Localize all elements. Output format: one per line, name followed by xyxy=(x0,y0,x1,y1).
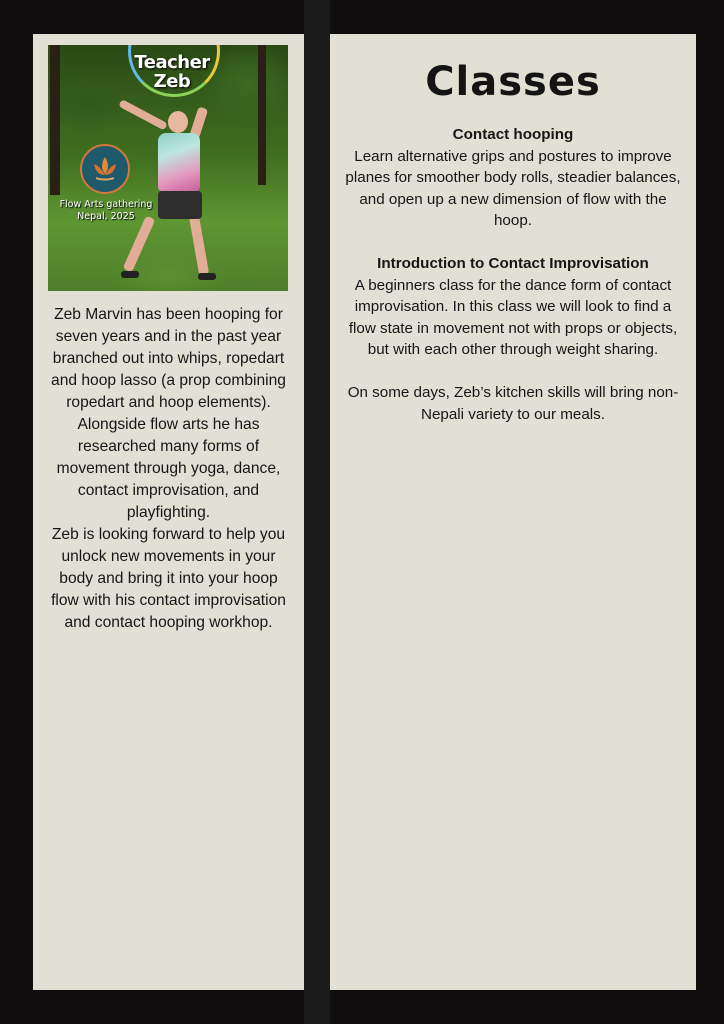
photo-caption xyxy=(52,199,160,223)
classes-list xyxy=(344,124,682,447)
bio-paragraph: Zeb Marvin has been hooping for seven years and in the past year branched out into whips, ropedart and hoop lasso (a prop combining ropedart and hoop elements). Alongside flow arts he has researched many forms of movement through yoga, dance, contact improvisation, and playfighting. xyxy=(51,306,286,521)
photo-caption-line: Flow Arts gathering xyxy=(59,199,153,210)
photo-title-line: Teacher xyxy=(134,52,210,73)
person-figure xyxy=(158,133,200,191)
class-title: Contact hooping xyxy=(452,126,574,143)
teacher-bio xyxy=(49,304,288,634)
person-figure xyxy=(158,191,202,219)
bio-paragraph: Zeb is looking forward to help you unlock new movements in your body and bring it into your hoop flow with his contact improvisation and contact hooping workhop. xyxy=(51,526,286,631)
person-figure xyxy=(118,99,168,130)
class-item xyxy=(344,124,682,232)
photo-title xyxy=(118,53,226,91)
class-title: Introduction to Contact Improvisation xyxy=(377,255,649,272)
person-figure xyxy=(168,111,188,133)
person-figure xyxy=(123,215,156,272)
classes-panel xyxy=(330,34,696,990)
person-figure xyxy=(189,215,209,276)
photo-title-line: Zeb xyxy=(153,71,191,92)
tree-trunk xyxy=(50,45,60,195)
class-item xyxy=(344,253,682,361)
center-gutter xyxy=(304,0,330,1024)
tree-trunk xyxy=(258,45,266,185)
teacher-photo xyxy=(48,45,288,291)
lotus-logo-icon xyxy=(80,144,130,194)
person-figure xyxy=(198,273,216,280)
person-figure xyxy=(121,271,139,278)
classes-heading: Classes xyxy=(425,59,601,105)
photo-caption-line: Nepal, 2025 xyxy=(77,211,135,222)
teacher-panel xyxy=(33,34,304,990)
class-description: A beginners class for the dance form of contact improvisation. In this class we will look to find a flow state in movement not with props or objects, but with each other through weight sharing. xyxy=(348,276,678,358)
kitchen-note: On some days, Zeb’s kitchen skills will bring non-Nepali variety to our meals. xyxy=(347,384,679,423)
class-description: Learn alternative grips and postures to improve planes for smoother body rolls, steadier balances, and open up a new dimension of flow with the hoop. xyxy=(345,147,681,229)
